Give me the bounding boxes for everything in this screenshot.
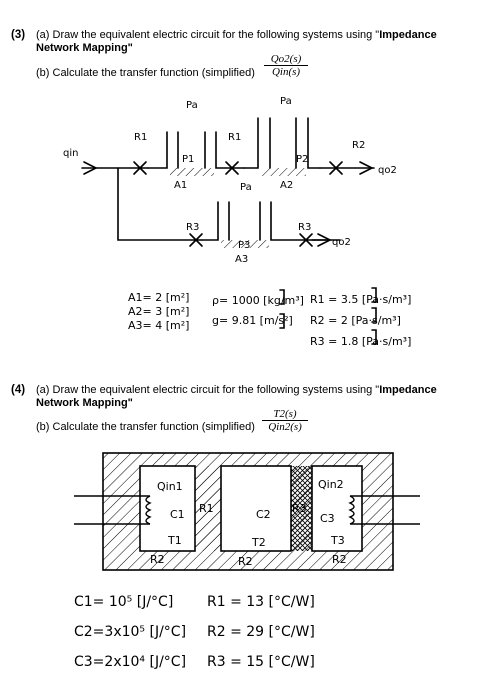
param-a3: A3= 4 [m²] (128, 319, 190, 332)
q4-params-capacitance (74, 587, 186, 677)
q3-tf-denominator: Qin(s) (271, 66, 301, 78)
param-th-r2: R2 = 29 [°C/W] (207, 624, 315, 640)
q4-params-resistance (207, 587, 315, 677)
q3-params-fluid (212, 291, 304, 331)
label-r1-a: R1 (134, 132, 148, 143)
label-qin: qin (63, 148, 79, 159)
q4-transfer-function (262, 408, 308, 433)
param-g: g= 9.81 [m/s²] (212, 314, 293, 327)
question-3-part-a (36, 29, 476, 55)
label-r3-b: R3 (298, 222, 312, 233)
label-p1: P1 (182, 154, 195, 165)
label-qo2-top: qo2 (378, 165, 397, 176)
param-c1: C1= 10⁵ [J/°C] (74, 594, 174, 610)
question-3-number: (3) (11, 29, 26, 41)
label-a3: A3 (235, 254, 249, 265)
label-qin2: Qin2 (318, 478, 344, 491)
param-rho: ρ= 1000 [kg/m³] (212, 294, 304, 307)
label-r3: R3 (292, 502, 307, 515)
label-t2: T2 (252, 536, 266, 549)
tank-1-base-hatch (170, 168, 214, 176)
q3-part-a-prefix: (a) Draw the equivalent electric circuit for the following systems using " (36, 29, 380, 41)
label-c3: C3 (320, 512, 335, 525)
param-a2: A2= 3 [m²] (128, 305, 190, 318)
label-r2-b: R2 (238, 555, 253, 568)
q4-thermal-diagram (0, 448, 486, 578)
label-r2: R2 (352, 140, 366, 151)
label-r3-a: R3 (186, 222, 200, 233)
q4-tf-denominator: Qin2(s) (268, 421, 302, 433)
q3-params-area (128, 291, 189, 333)
label-r2-a: R2 (150, 553, 165, 566)
label-r2-c: R2 (332, 553, 347, 566)
label-pa-3: Pa (240, 182, 252, 193)
label-t1: T1 (168, 534, 182, 547)
label-c1: C1 (170, 508, 185, 521)
q4-tf-numerator: T2(s) (262, 408, 308, 421)
q3-tank-diagram (0, 90, 486, 375)
label-p3: P3 (238, 240, 251, 251)
label-p2: P2 (296, 154, 309, 165)
tank-2 (244, 118, 320, 168)
label-pa-2: Pa (280, 96, 292, 107)
label-a2: A2 (280, 180, 294, 191)
param-r2: R2 = 2 [Pa·s/m³] (310, 314, 401, 327)
label-a1: A1 (174, 180, 188, 191)
label-pa-1: Pa (186, 100, 198, 111)
param-r3: R3 = 1.8 [Pa·s/m³] (310, 335, 412, 348)
q4-part-a-bold2: Network Mapping" (36, 397, 133, 409)
label-c2: C2 (256, 508, 271, 521)
question-4-number: (4) (11, 384, 26, 396)
param-r1: R1 = 3.5 [Pa·s/m³] (310, 293, 412, 306)
q3-params-resistance (310, 289, 411, 352)
question-4-part-b: (b) Calculate the transfer function (simplified) (36, 421, 255, 433)
q3-tf-numerator: Qo2(s) (264, 53, 308, 66)
param-c2: C2=3x10⁵ [J/°C] (74, 624, 187, 640)
q3-transfer-function (264, 53, 308, 78)
label-r1: R1 (199, 502, 214, 515)
param-th-r1: R1 = 13 [°C/W] (207, 594, 315, 610)
param-th-r3: R3 = 15 [°C/W] (207, 654, 315, 670)
q3-part-a-bold1: Impedance (379, 29, 437, 41)
question-4-part-a (36, 384, 476, 410)
param-a1: A1= 2 [m²] (128, 291, 190, 304)
param-c3: C3=2x10⁴ [J/°C] (74, 654, 187, 670)
question-3-part-b: (b) Calculate the transfer function (simplified) (36, 67, 255, 79)
label-qo2-bottom: qo2 (332, 237, 351, 248)
tank-2-base-hatch (262, 168, 306, 176)
q4-part-a-prefix: (a) Draw the equivalent electric circuit for the following systems using " (36, 384, 380, 396)
q4-part-a-bold1: Impedance (379, 384, 437, 396)
label-t3: T3 (331, 534, 345, 547)
q3-part-a-bold2: Network Mapping" (36, 42, 133, 54)
label-qin1: Qin1 (157, 480, 183, 493)
label-r1-b: R1 (228, 132, 242, 143)
